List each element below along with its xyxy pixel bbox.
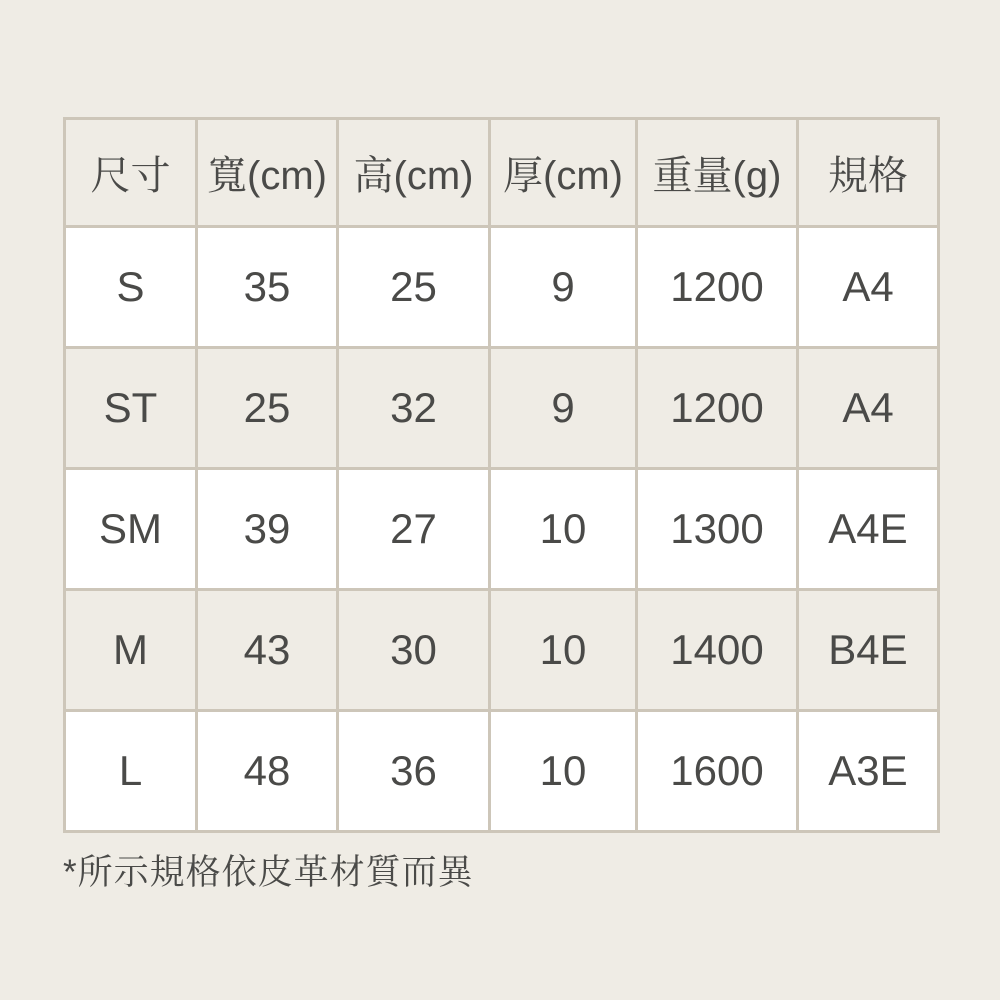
table-row-l	[65, 711, 939, 832]
header-cell-size: 尺寸	[65, 119, 197, 227]
cell-spec: A4	[798, 227, 939, 348]
size-spec-table	[63, 117, 940, 833]
cell-width: 25	[197, 348, 338, 469]
cell-depth: 10	[490, 590, 637, 711]
cell-height: 36	[338, 711, 490, 832]
header-cell-height: 高(cm)	[338, 119, 490, 227]
table-row-s	[65, 227, 939, 348]
cell-depth: 10	[490, 469, 637, 590]
cell-width: 35	[197, 227, 338, 348]
cell-size: SM	[65, 469, 197, 590]
header-cell-weight: 重量(g)	[637, 119, 798, 227]
cell-height: 25	[338, 227, 490, 348]
cell-weight: 1600	[637, 711, 798, 832]
cell-spec: A4E	[798, 469, 939, 590]
table-row-st	[65, 348, 939, 469]
cell-weight: 1300	[637, 469, 798, 590]
cell-depth: 9	[490, 348, 637, 469]
cell-weight: 1200	[637, 348, 798, 469]
header-cell-depth: 厚(cm)	[490, 119, 637, 227]
header-cell-spec: 規格	[798, 119, 939, 227]
footnote: *所示規格依皮革材質而異	[63, 853, 474, 892]
cell-size: L	[65, 711, 197, 832]
cell-height: 32	[338, 348, 490, 469]
cell-spec: A3E	[798, 711, 939, 832]
header-cell-width: 寬(cm)	[197, 119, 338, 227]
cell-weight: 1400	[637, 590, 798, 711]
cell-weight: 1200	[637, 227, 798, 348]
cell-size: S	[65, 227, 197, 348]
cell-size: M	[65, 590, 197, 711]
cell-width: 43	[197, 590, 338, 711]
cell-width: 39	[197, 469, 338, 590]
table-row-m	[65, 590, 939, 711]
cell-spec: A4	[798, 348, 939, 469]
table-header-row	[65, 119, 939, 227]
cell-height: 27	[338, 469, 490, 590]
cell-width: 48	[197, 711, 338, 832]
table-row-sm	[65, 469, 939, 590]
cell-size: ST	[65, 348, 197, 469]
cell-depth: 10	[490, 711, 637, 832]
cell-spec: B4E	[798, 590, 939, 711]
cell-height: 30	[338, 590, 490, 711]
cell-depth: 9	[490, 227, 637, 348]
